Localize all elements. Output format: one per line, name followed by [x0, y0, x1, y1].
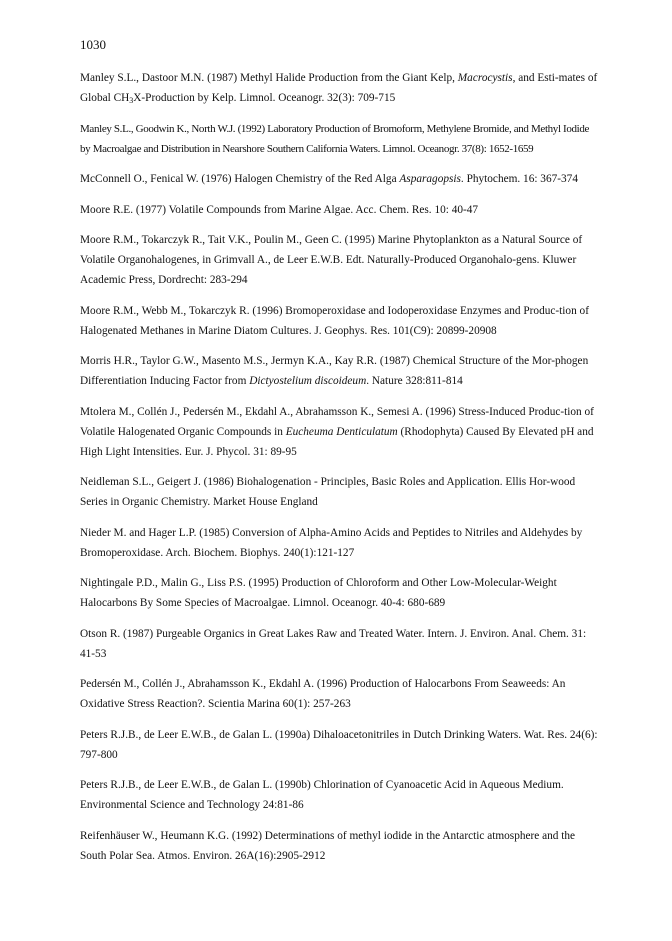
- reference-entry: [80, 472, 600, 512]
- reference-entry: [80, 523, 600, 563]
- reference-entry: [80, 624, 600, 664]
- reference-text: . Nature 328:811-814: [366, 375, 463, 387]
- reference-entry: [80, 826, 600, 866]
- reference-text: . Phytochem. 16: 367-374: [460, 173, 578, 185]
- reference-italic-text: Eucheuma Denticulatum: [285, 425, 398, 438]
- reference-text: Moore R.M., Webb M., Tokarczyk R. (1996) Bromoperoxidase and Iodoperoxidase Enzymes and Produc-tion of Halogenated Methanes in Marine Diatom Cultures. J. Geophys. Res. 101(C9): 20899-20908: [80, 304, 589, 337]
- reference-entry: [80, 573, 600, 613]
- reference-text: Mtolera M., Collén J., Pedersén M., Ekdahl A., Abrahamsson K., Semesi A. (1996) Stress-Induced Produc-tion of Volatile Halogenated Organic Compounds in: [80, 405, 594, 438]
- reference-text: Neidleman S.L., Geigert J. (1986) Biohalogenation - Principles, Basic Roles and Application. Ellis Hor-wood Series in Organic Chemistry. Market House England: [80, 476, 576, 508]
- reference-text: Peters R.J.B., de Leer E.W.B., de Galan L. (1990b) Chlorination of Cyanoacetic Acid in Aqueous Medium. Environmental Science and Technology 24:81-86: [80, 779, 564, 811]
- reference-italic-text: Dictyostelium discoideum: [249, 375, 367, 387]
- reference-entry: [80, 775, 600, 815]
- reference-entry: [80, 119, 600, 159]
- reference-text: Moore R.M., Tokarczyk R., Tait V.K., Poulin M., Geen C. (1995) Marine Phytoplankton as a Natural Source of Volatile Organohalogenes, in Grimvall A., de Leer E.W.B. Edt. Naturally-Produced Organohalo-gens. Kluwer Academic Press, Dordrecht: 283-294: [80, 234, 583, 286]
- reference-text: McConnell O., Fenical W. (1976) Halogen Chemistry of the Red Alga: [80, 173, 400, 185]
- reference-text: Pedersén M., Collén J., Abrahamsson K., Ekdahl A. (1996) Production of Halocarbons From Seaweeds: An Oxidative Stress Reaction?. Scientia Marina 60(1): 257-263: [80, 678, 566, 710]
- page-number: 1030: [80, 37, 106, 52]
- reference-entry: [80, 351, 600, 391]
- reference-text: (Rhodophyta) Caused By Elevated pH and High Light Intensities. Eur. J. Phycol. 31: 89-95: [80, 425, 594, 458]
- reference-text: , and Esti-mates of Global CH: [80, 72, 598, 104]
- reference-text: Nightingale P.D., Malin G., Liss P.S. (1995) Production of Chloroform and Other Low-Molecular-Weight Halocarbons By Some Species of Macroalgae. Limnol. Oceanogr. 40-4: 680-689: [80, 577, 557, 609]
- reference-text: X-Production by Kelp. Limnol. Oceanogr. 32(3): 709-715: [133, 92, 396, 104]
- reference-italic-text: Asparagopsis: [399, 173, 461, 185]
- reference-text: Manley S.L., Goodwin K., North W.J. (1992) Laboratory Production of Bromoform, Methylene Bromide, and Methyl Iodide by Macroalgae and Distribution in Nearshore Southern California Waters. Limnol. Oceanogr. 37(8): 1652-1659: [80, 122, 590, 155]
- reference-text: Manley S.L., Dastoor M.N. (1987) Methyl Halide Production from the Giant Kelp,: [80, 72, 458, 84]
- reference-text: Morris H.R., Taylor G.W., Masento M.S., Jermyn K.A., Kay R.R. (1987) Chemical Structure of the Mor-phogen Differentiation Inducing Factor from: [80, 355, 589, 387]
- reference-text: Peters R.J.B., de Leer E.W.B., de Galan L. (1990a) Dihaloacetonitriles in Dutch Drinking Waters. Wat. Res. 24(6): 797-800: [80, 728, 598, 761]
- reference-text: Moore R.E. (1977) Volatile Compounds from Marine Algae. Acc. Chem. Res. 10: 40-47: [80, 203, 479, 216]
- reference-subscript: 3: [129, 96, 134, 105]
- reference-entry: [80, 402, 600, 462]
- reference-entry: [80, 200, 600, 220]
- reference-entry: [80, 169, 600, 189]
- reference-entry: [80, 725, 600, 765]
- reference-entry: [80, 230, 600, 290]
- reference-text: Otson R. (1987) Purgeable Organics in Great Lakes Raw and Treated Water. Intern. J. Environ. Anal. Chem. 31: 41-53: [80, 627, 587, 660]
- reference-entry: [80, 68, 600, 108]
- reference-text: Nieder M. and Hager L.P. (1985) Conversion of Alpha-Amino Acids and Peptides to Nitriles and Aldehydes by Bromoperoxidase. Arch. Biochem. Biophys. 240(1):121-127: [80, 526, 583, 559]
- reference-text: Reifenhäuser W., Heumann K.G. (1992) Determinations of methyl iodide in the Antarctic atmosphere and the South Polar Sea. Atmos. Environ. 26A(16):2905-2912: [80, 829, 576, 862]
- reference-entry: [80, 301, 600, 341]
- reference-entry: [80, 674, 600, 714]
- reference-italic-text: Macrocystis: [457, 72, 513, 84]
- reference-list: [80, 68, 600, 876]
